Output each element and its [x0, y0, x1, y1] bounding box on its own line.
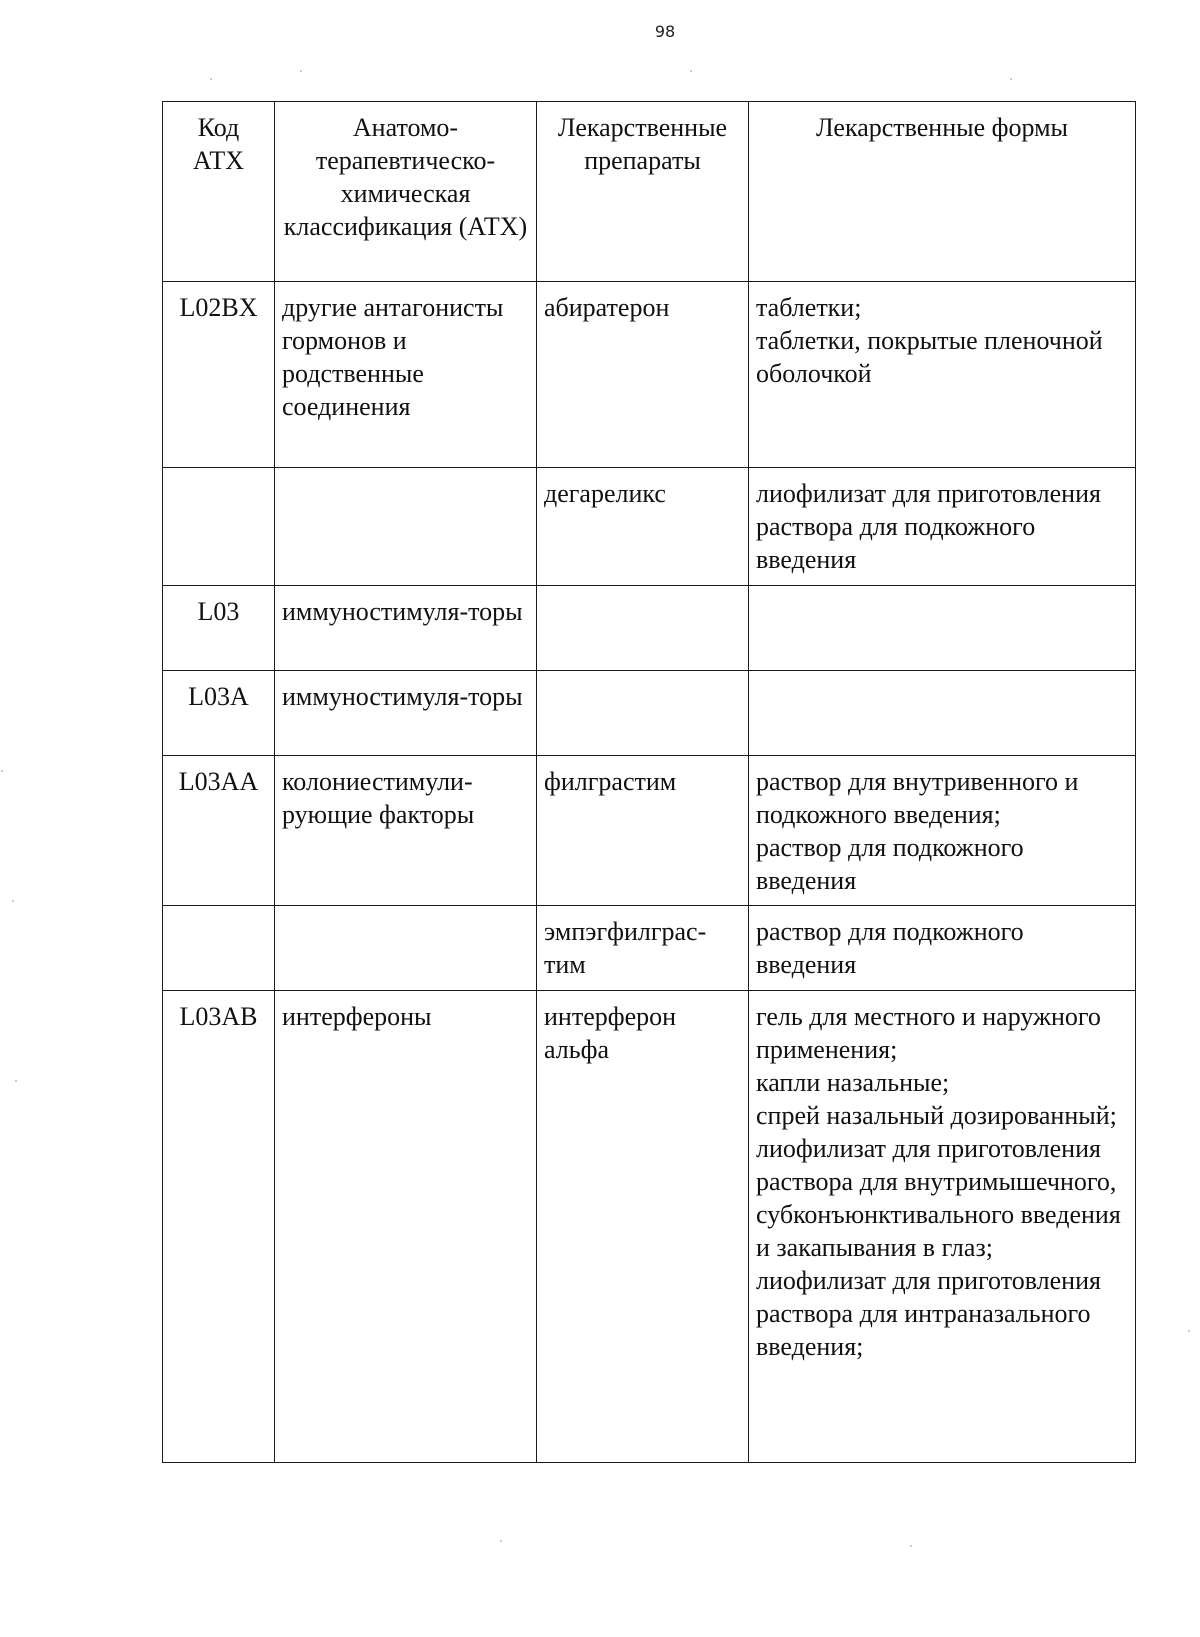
table-row — [163, 586, 1136, 671]
cell-classification: интерфероны — [275, 991, 537, 1463]
scan-speck — [15, 1080, 17, 1082]
cell-classification: другие антагонисты гормонов и родственные соединения — [275, 282, 537, 468]
cell-drug: интерферон альфа — [537, 991, 749, 1463]
scan-speck — [500, 1540, 502, 1542]
cell-drug: филграстим — [537, 756, 749, 906]
scan-speck — [300, 70, 302, 72]
cell-code: L03AA — [163, 756, 275, 906]
header-drugs: Лекарственные препараты — [537, 102, 749, 282]
form-item: таблетки, покрытые пленочной оболочкой — [756, 326, 1103, 388]
scan-speck — [1, 770, 3, 772]
scan-speck — [12, 900, 14, 902]
cell-drug: эмпэгфилграс-тим — [537, 906, 749, 991]
cell-forms — [749, 586, 1136, 671]
cell-classification — [275, 906, 537, 991]
form-item: лиофилизат для приготовления раствора для внутримышечного, субконъюнктивального введения и закапывания в глаз; — [756, 1134, 1121, 1262]
cell-code — [163, 468, 275, 586]
cell-forms — [749, 991, 1136, 1463]
cell-forms — [749, 468, 1136, 586]
scan-speck — [1010, 78, 1012, 80]
form-item: лиофилизат для приготовления раствора для подкожного введения — [756, 479, 1101, 574]
cell-drug — [537, 586, 749, 671]
cell-code: L03A — [163, 671, 275, 756]
cell-drug — [537, 671, 749, 756]
cell-forms — [749, 756, 1136, 906]
atx-table — [162, 101, 1136, 1463]
table-header-row — [163, 102, 1136, 282]
header-code: Код АТХ — [163, 102, 275, 282]
form-item: раствор для внутривенного и подкожного введения; — [756, 767, 1079, 829]
scan-speck — [690, 70, 692, 72]
header-forms: Лекарственные формы — [749, 102, 1136, 282]
form-item: раствор для подкожного введения — [756, 833, 1024, 895]
cell-forms — [749, 906, 1136, 991]
header-classification: Анатомо-терапевтическо-химическая классификация (АТХ) — [275, 102, 537, 282]
form-item: раствор для подкожного введения — [756, 917, 1024, 979]
scan-speck — [910, 1545, 912, 1547]
cell-code: L02BX — [163, 282, 275, 468]
table-row — [163, 906, 1136, 991]
scan-speck — [210, 78, 212, 80]
cell-classification: колониестимули-рующие факторы — [275, 756, 537, 906]
form-item: спрей назальный дозированный; — [756, 1101, 1117, 1130]
cell-code: L03AB — [163, 991, 275, 1463]
cell-drug: абиратерон — [537, 282, 749, 468]
cell-forms — [749, 282, 1136, 468]
table-body — [163, 282, 1136, 1463]
form-item: капли назальные; — [756, 1068, 950, 1097]
form-item: лиофилизат для приготовления раствора для интраназального введения; — [756, 1266, 1101, 1361]
cell-drug: дегареликс — [537, 468, 749, 586]
form-item: гель для местного и наружного применения; — [756, 1002, 1101, 1064]
cell-classification: иммуностимуля-торы — [275, 671, 537, 756]
cell-classification — [275, 468, 537, 586]
page-number: 98 — [654, 22, 676, 41]
table-row — [163, 468, 1136, 586]
table-row — [163, 282, 1136, 468]
cell-forms — [749, 671, 1136, 756]
cell-classification: иммуностимуля-торы — [275, 586, 537, 671]
scan-speck — [1188, 1330, 1190, 1332]
table-row — [163, 671, 1136, 756]
table-row — [163, 756, 1136, 906]
cell-code: L03 — [163, 586, 275, 671]
form-item: таблетки; — [756, 293, 862, 322]
table-row — [163, 991, 1136, 1463]
cell-code — [163, 906, 275, 991]
